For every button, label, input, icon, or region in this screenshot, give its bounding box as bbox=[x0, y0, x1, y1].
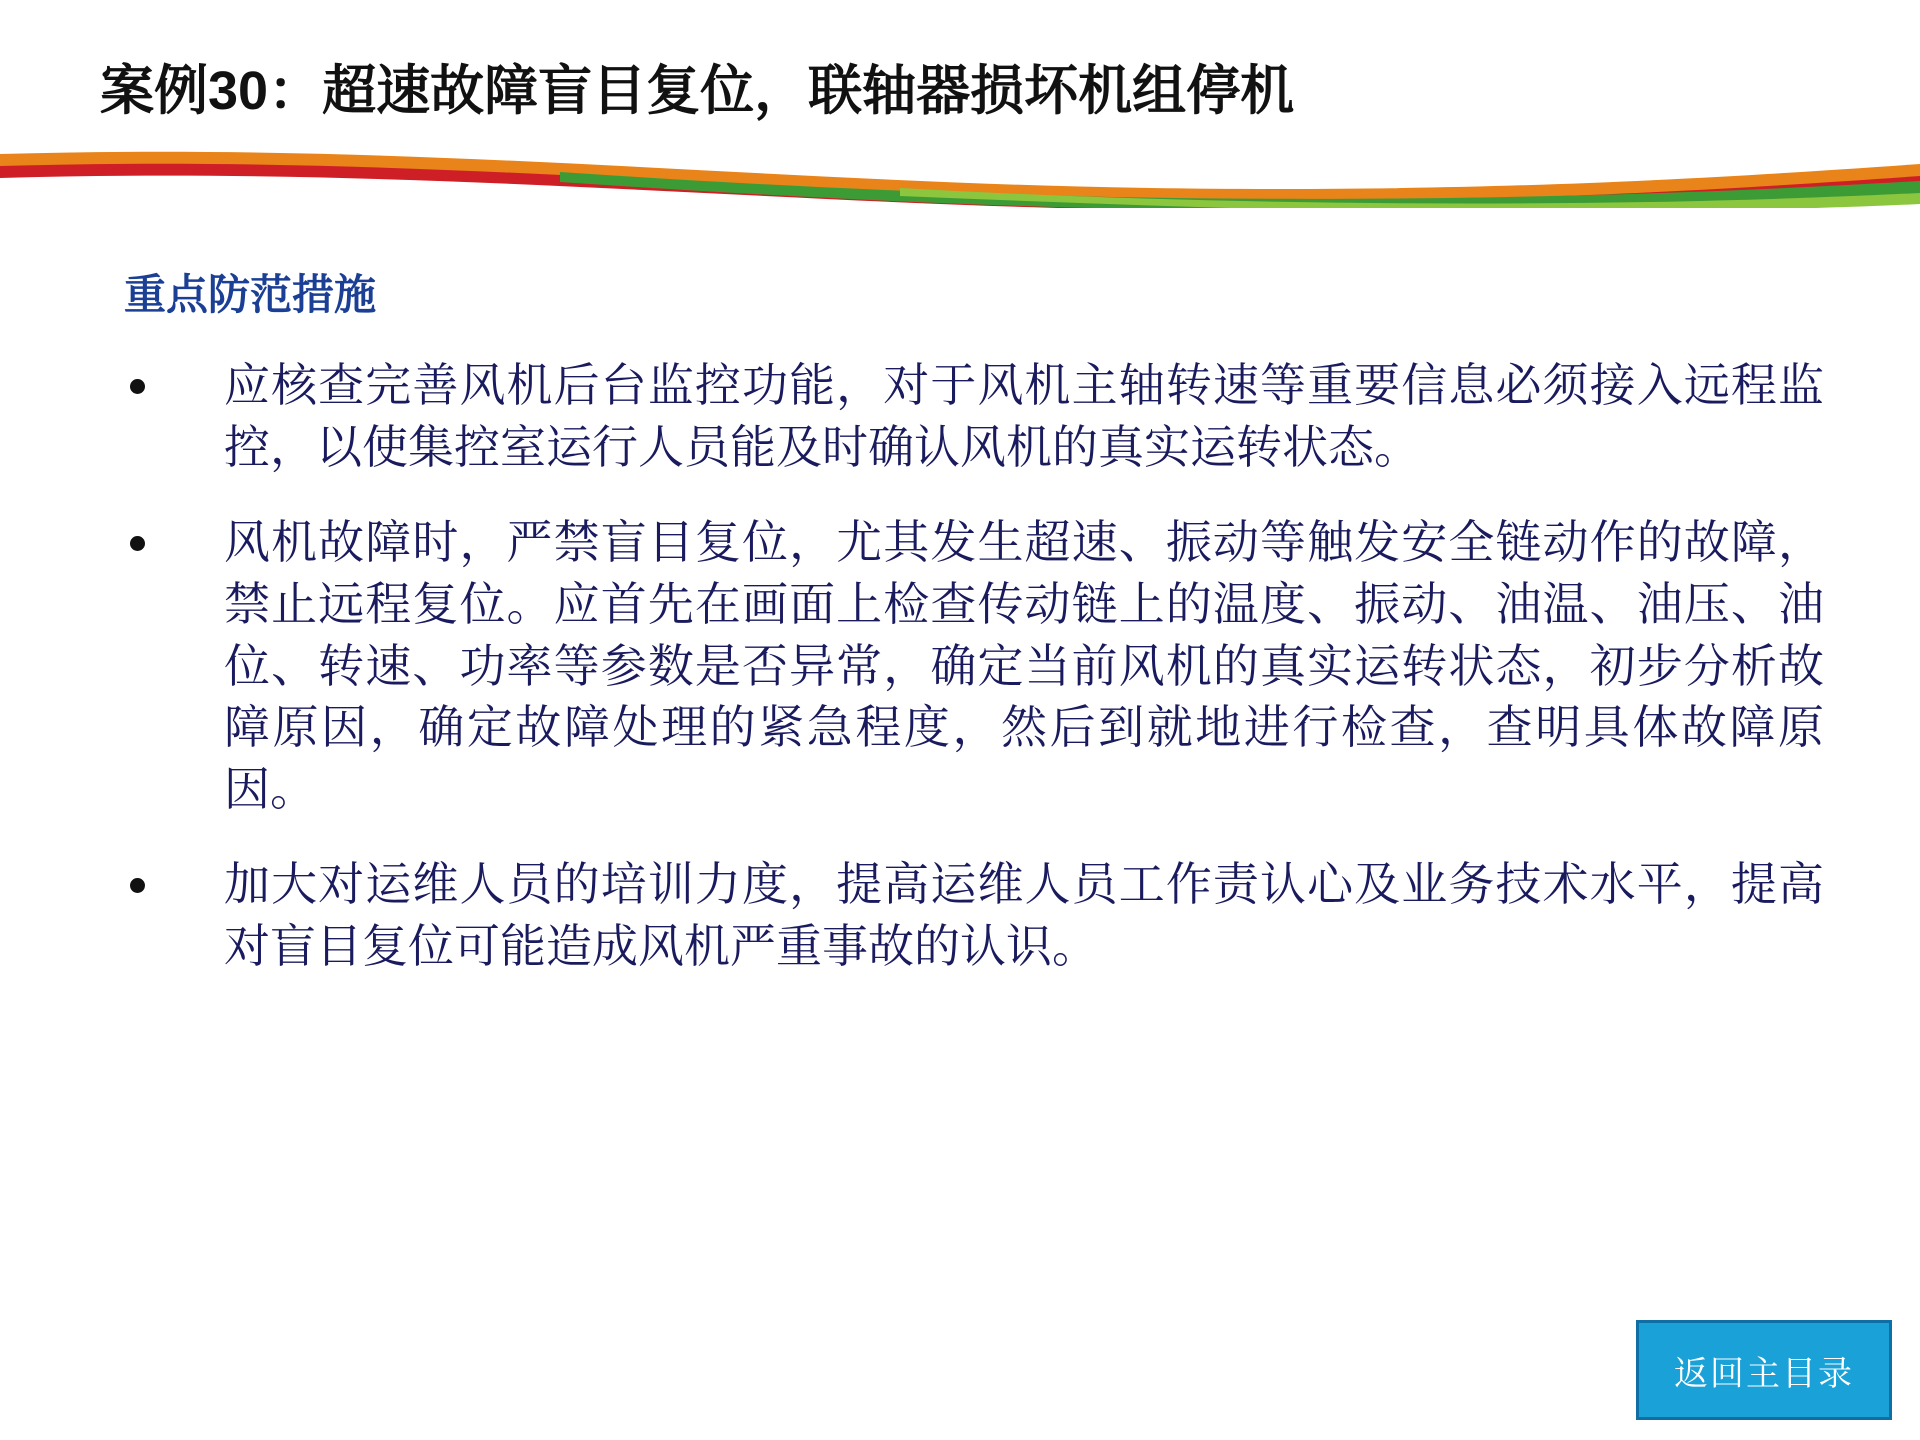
return-to-main-menu-button[interactable]: 返回主目录 bbox=[1636, 1320, 1892, 1420]
list-item bbox=[124, 355, 1824, 478]
page-title: 案例30：超速故障盲目复位，联轴器损坏机组停机 bbox=[100, 61, 1295, 121]
list-item bbox=[124, 854, 1824, 977]
list-item-text: 应核查完善风机后台监控功能，对于风机主轴转速等重要信息必须接入远程监控，以使集控室运行人员能及时确认风机的真实运转状态。 bbox=[224, 360, 1824, 473]
list-item-text: 加大对运维人员的培训力度，提高运维人员工作责认心及业务技术水平，提高对盲目复位可能造成风机严重事故的认识。 bbox=[224, 859, 1824, 972]
bullet-list bbox=[124, 355, 1824, 1012]
bullet-dot-icon bbox=[130, 379, 145, 394]
decorative-band bbox=[0, 148, 1920, 208]
section-heading: 重点防范措施 bbox=[124, 271, 377, 318]
list-item-text: 风机故障时，严禁盲目复位，尤其发生超速、振动等触发安全链动作的故障，禁止远程复位。应首先在画面上检查传动链上的温度、振动、油温、油压、油位、转速、功率等参数是否异常，确定当前风机的真实运转状态，初步分析故障原因，确定故障处理的紧急程度，然后到就地进行检查，查明具体故障原因。 bbox=[224, 517, 1824, 815]
bullet-dot-icon bbox=[130, 878, 145, 893]
bullet-dot-icon bbox=[130, 536, 145, 551]
list-item bbox=[124, 512, 1824, 820]
